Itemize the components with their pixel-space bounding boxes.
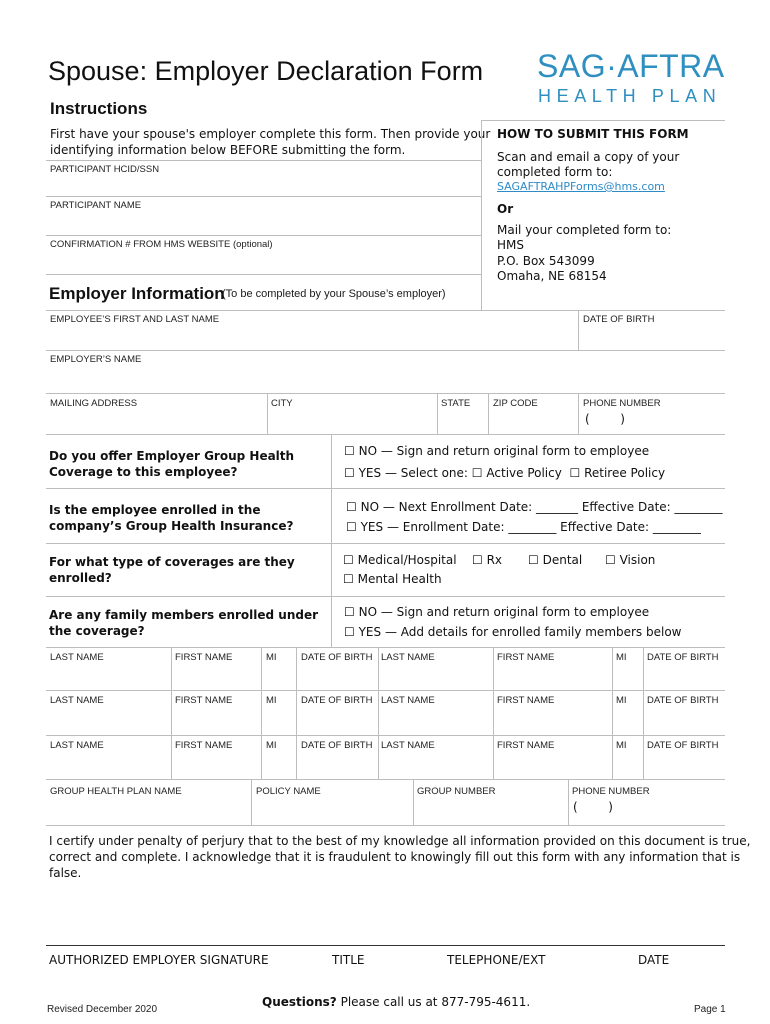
submit-heading: HOW TO SUBMIT THIS FORM	[497, 127, 689, 141]
signature-label[interactable]: AUTHORIZED EMPLOYER SIGNATURE	[49, 953, 269, 967]
q4-family-enrolled: Are any family members enrolled under the coverage?	[49, 608, 319, 638]
plan-phone-label[interactable]: PHONE NUMBER	[572, 786, 650, 797]
checkbox-icon[interactable]: ☐	[346, 500, 357, 514]
checkbox-icon[interactable]: ☐	[569, 466, 581, 480]
mailing-address-label[interactable]: MAILING ADDRESS	[50, 398, 138, 409]
state-label[interactable]: STATE	[441, 398, 471, 409]
mail-line2: HMS	[497, 238, 524, 252]
employee-name-label[interactable]: EMPLOYEE’S FIRST AND LAST NAME	[50, 314, 220, 325]
group-number-label[interactable]: GROUP NUMBER	[417, 786, 496, 797]
plan-phone-paren: ( )	[573, 800, 613, 814]
instructions-heading: Instructions	[50, 99, 148, 118]
q3-dental-option[interactable]: ☐ Dental	[528, 553, 583, 567]
checkbox-icon[interactable]: ☐	[528, 553, 539, 567]
logo-health-plan: HEALTH PLAN	[538, 86, 722, 106]
zip-code-label[interactable]: ZIP CODE	[493, 398, 538, 409]
q3-coverage-types: For what type of coverages are they enrolled?	[49, 555, 295, 585]
checkbox-icon[interactable]: ☐	[344, 466, 355, 480]
certify-line1: I certify under penalty of perjury that to the best of my knowledge all information provided on this document is true,	[49, 834, 751, 848]
submit-or: Or	[497, 202, 514, 216]
mail-line4: Omaha, NE 68154	[497, 269, 607, 283]
checkbox-icon[interactable]: ☐	[605, 553, 616, 567]
participant-hcid-label[interactable]: PARTICIPANT HCID/SSN	[50, 164, 160, 175]
checkbox-icon[interactable]: ☐	[343, 553, 354, 567]
employer-name-label[interactable]: EMPLOYER’S NAME	[50, 354, 142, 365]
checkbox-icon[interactable]: ☐	[344, 444, 355, 458]
certify-line3: false.	[49, 866, 82, 880]
page-number: Page 1	[694, 1004, 726, 1015]
mail-line1: Mail your completed form to:	[497, 223, 672, 237]
phone-label[interactable]: PHONE NUMBER	[583, 398, 661, 409]
q2-yes-option[interactable]: ☐ YES — Enrollment Date: ________ Effective Date: ________	[346, 520, 701, 534]
logo-sag-aftra: SAG·AFTRA	[537, 48, 725, 84]
q1-offer-coverage: Do you offer Employer Group Health Coverage to this employee?	[49, 449, 295, 479]
checkbox-icon[interactable]: ☐	[471, 466, 483, 480]
employee-dob-label[interactable]: DATE OF BIRTH	[583, 314, 655, 325]
q3-rx-option[interactable]: ☐ Rx	[472, 553, 503, 567]
checkbox-icon[interactable]: ☐	[344, 625, 355, 639]
employer-note: (To be completed by your Spouse’s employer)	[222, 288, 446, 300]
revised-date: Revised December 2020	[47, 1004, 158, 1015]
checkbox-icon[interactable]: ☐	[344, 605, 355, 619]
instructions-line2: identifying information below BEFORE submitting the form.	[50, 143, 406, 157]
q4-no-option[interactable]: ☐ NO — Sign and return original form to employee	[344, 605, 650, 619]
scan-line1: Scan and email a copy of your	[497, 150, 680, 164]
page-title: Spouse: Employer Declaration Form	[48, 56, 484, 86]
checkbox-icon[interactable]: ☐	[346, 520, 357, 534]
q4-yes-option[interactable]: ☐ YES — Add details for enrolled family members below	[344, 625, 682, 639]
q3-mental-health-option[interactable]: ☐ Mental Health	[343, 572, 442, 586]
checkbox-icon[interactable]: ☐	[343, 572, 354, 586]
phone-paren: ( )	[585, 412, 625, 426]
checkbox-icon[interactable]: ☐	[472, 553, 483, 567]
city-label[interactable]: CITY	[271, 398, 293, 409]
signature-telephone-label[interactable]: TELEPHONE/EXT	[447, 953, 546, 967]
employer-heading: Employer Information	[49, 284, 225, 303]
q3-medical-option[interactable]: ☐ Medical/Hospital	[343, 553, 457, 567]
q2-enrolled: Is the employee enrolled in the company’s Group Health Insurance?	[49, 503, 294, 533]
signature-title-label[interactable]: TITLE	[332, 953, 365, 967]
policy-name-label[interactable]: POLICY NAME	[256, 786, 321, 797]
signature-date-label[interactable]: DATE	[638, 953, 670, 967]
q1-no-option[interactable]: ☐ NO — Sign and return original form to employee	[344, 444, 650, 458]
group-health-plan-name-label[interactable]: GROUP HEALTH PLAN NAME	[50, 786, 182, 797]
q3-vision-option[interactable]: ☐ Vision	[605, 553, 656, 567]
scan-line2: completed form to:	[497, 165, 613, 179]
participant-name-label[interactable]: PARTICIPANT NAME	[50, 200, 142, 211]
confirmation-number-label[interactable]: CONFIRMATION # FROM HMS WEBSITE (optional)	[50, 239, 273, 250]
mail-line3: P.O. Box 543099	[497, 254, 595, 268]
instructions-line1: First have your spouse's employer complete this form. Then provide your	[50, 127, 491, 141]
certify-line2: correct and complete. I acknowledge that it is fraudulent to knowingly fill out this form with any information that is	[49, 850, 741, 864]
questions-line: Questions? Please call us at 877-795-4611.	[262, 995, 531, 1009]
submit-email-link[interactable]: SAGAFTRAHPForms@hms.com	[497, 180, 665, 193]
q1-yes-option[interactable]: ☐ YES — Select one: ☐ Active Policy ☐ Retiree Policy	[344, 466, 666, 480]
q2-no-option[interactable]: ☐ NO — Next Enrollment Date: _______ Effective Date: ________	[346, 500, 723, 514]
